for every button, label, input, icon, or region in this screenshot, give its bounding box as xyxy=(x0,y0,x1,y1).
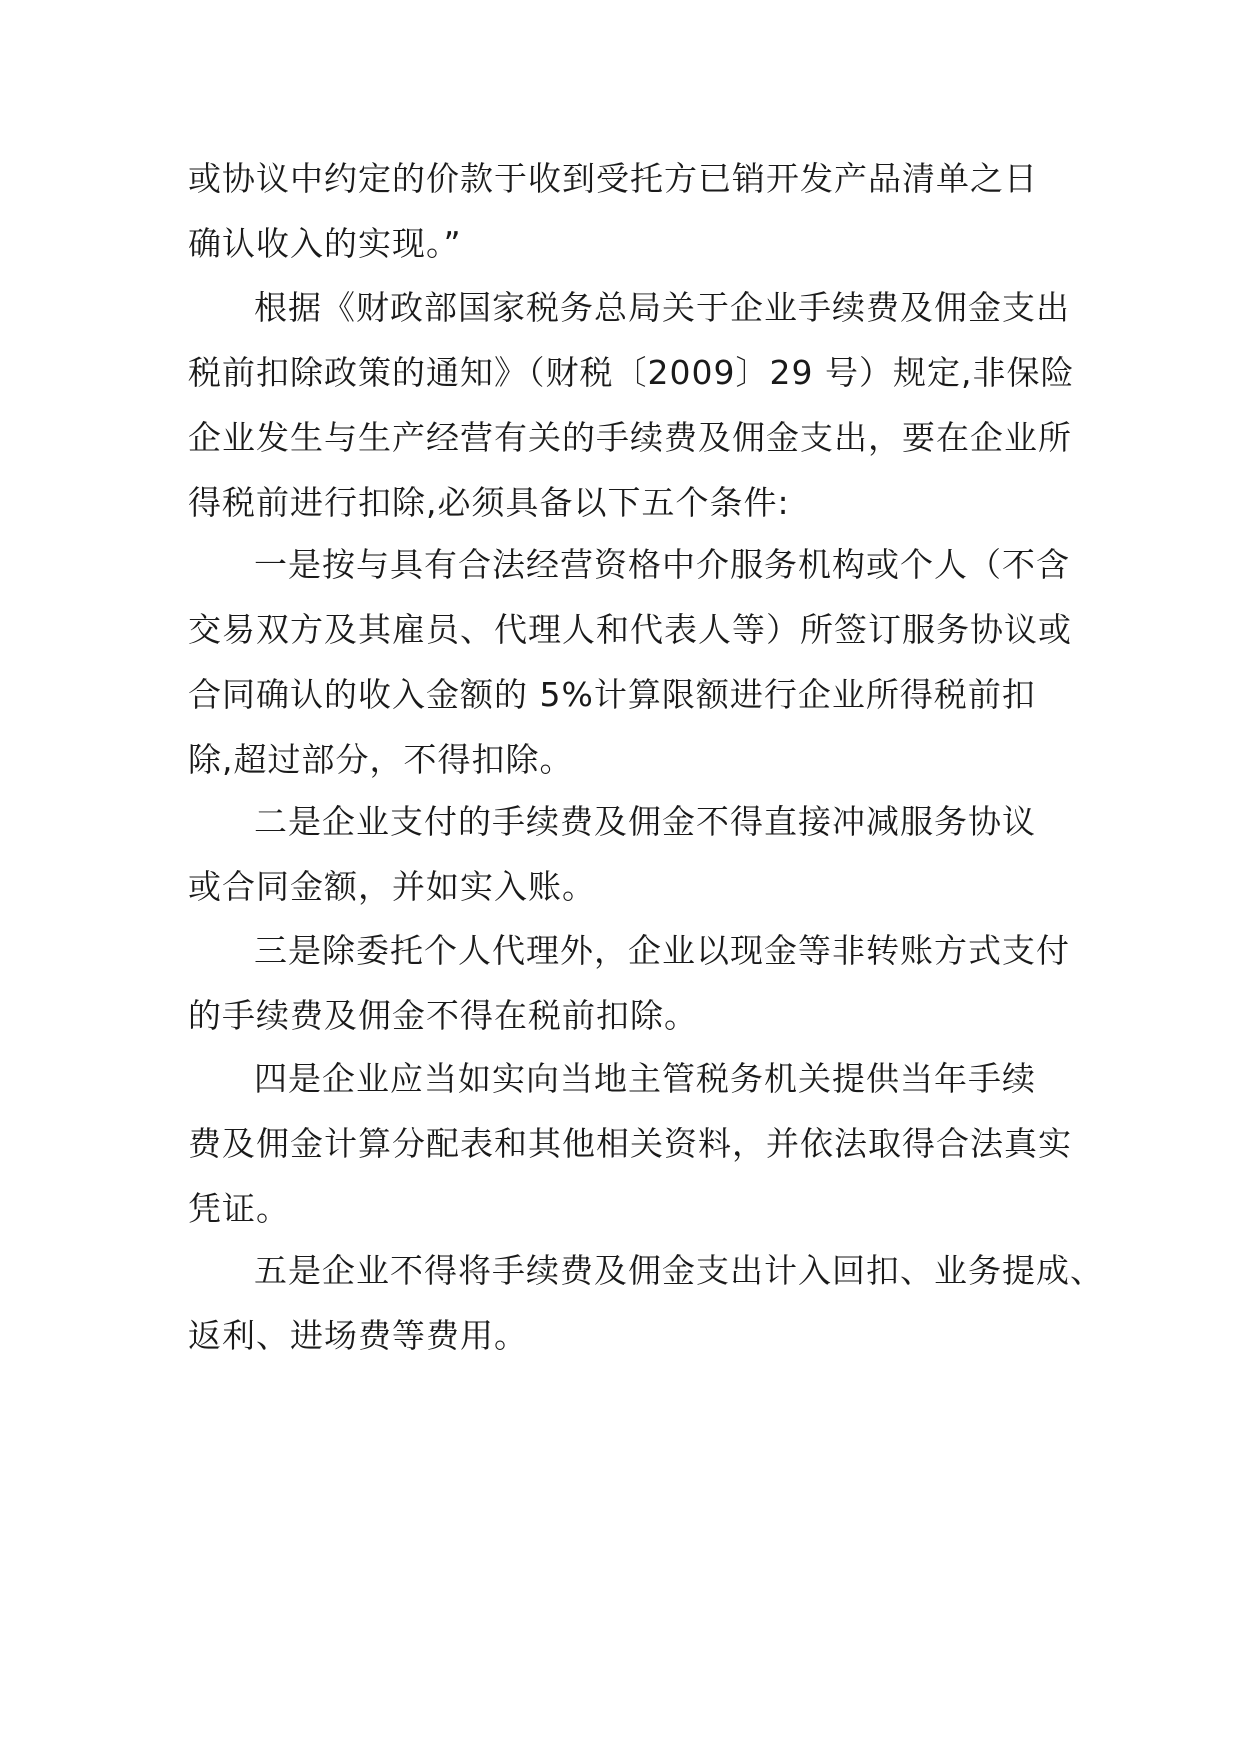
paragraph-condition-2 xyxy=(188,789,1058,919)
paragraph-line: 返利、进场费等费用。 xyxy=(188,1316,528,1355)
paragraph-line: 的手续费及佣金不得在税前扣除。 xyxy=(188,996,698,1035)
paragraph-line: 三是除委托个人代理外，企业以现金等非转账方式支付 xyxy=(254,931,1070,970)
paragraph-line: 或协议中约定的价款于收到受托方已销开发产品清单之日 xyxy=(188,159,1038,198)
paragraph-line: 一是按与具有合法经营资格中介服务机构或个人（不含 xyxy=(254,545,1070,584)
paragraph-line: 除,超过部分，不得扣除。 xyxy=(188,740,574,779)
paragraph-line: 费及佣金计算分配表和其他相关资料，并依法取得合法真实 xyxy=(188,1124,1072,1163)
paragraph-line: 税前扣除政策的通知》（财税〔2009〕29 号）规定,非保险 xyxy=(188,353,1075,392)
paragraph-condition-4 xyxy=(188,1046,1072,1241)
paragraph-line: 确认收入的实现。” xyxy=(188,224,462,263)
paragraph-condition-1 xyxy=(188,532,1072,792)
paragraph-line: 交易双方及其雇员、代理人和代表人等）所签订服务协议或 xyxy=(188,610,1072,649)
paragraph-line: 得税前进行扣除,必须具备以下五个条件: xyxy=(188,483,790,522)
paragraph-line: 凭证。 xyxy=(188,1189,290,1228)
paragraph-line: 合同确认的收入金额的 5%计算限额进行企业所得税前扣 xyxy=(188,675,1036,714)
paragraph-condition-3 xyxy=(188,918,1070,1048)
paragraph-line: 二是企业支付的手续费及佣金不得直接冲减服务协议 xyxy=(254,802,1036,841)
paragraph-line: 企业发生与生产经营有关的手续费及佣金支出，要在企业所 xyxy=(188,418,1072,457)
paragraph-condition-5 xyxy=(188,1238,1104,1368)
paragraph-line: 五是企业不得将手续费及佣金支出计入回扣、业务提成、 xyxy=(254,1251,1104,1290)
paragraph-regulation-intro xyxy=(188,275,1075,535)
paragraph-line: 四是企业应当如实向当地主管税务机关提供当年手续 xyxy=(254,1059,1036,1098)
paragraph-continuation xyxy=(188,146,1058,276)
paragraph-line: 根据《财政部国家税务总局关于企业手续费及佣金支出 xyxy=(254,288,1070,327)
paragraph-line: 或合同金额，并如实入账。 xyxy=(188,867,596,906)
